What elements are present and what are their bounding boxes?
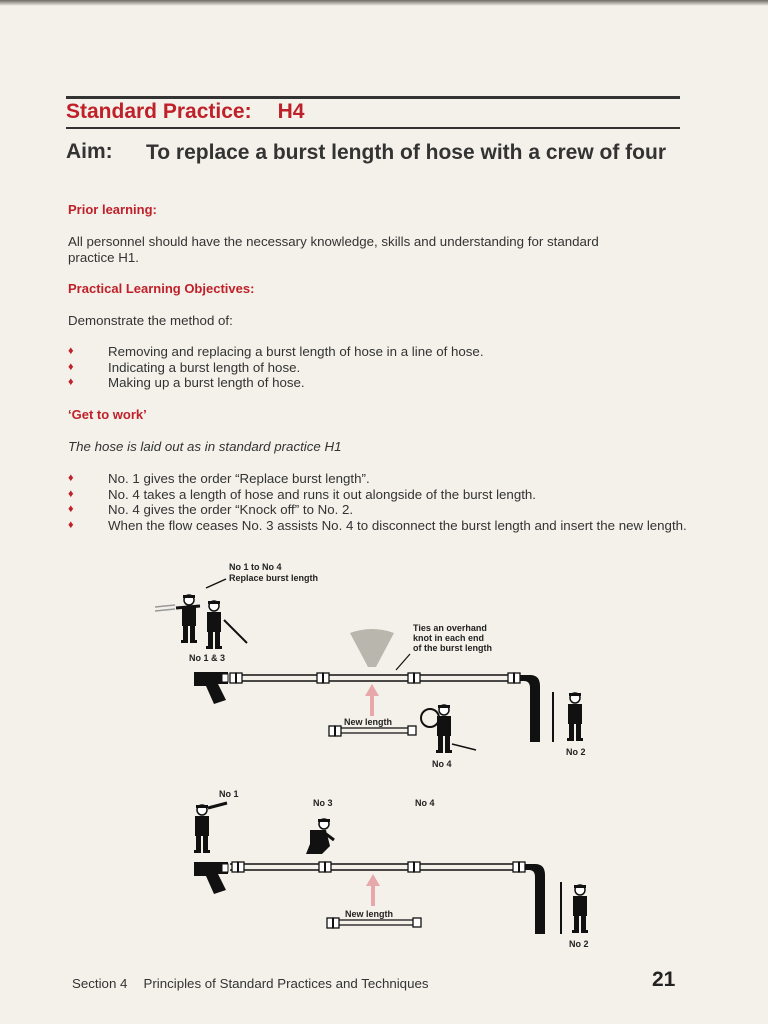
footer-section: Section 4 bbox=[72, 976, 128, 991]
hose-line-bottom bbox=[230, 862, 561, 934]
arrow-up-icon-bottom bbox=[366, 874, 380, 906]
diamond-bullet-icon: ♦ bbox=[68, 518, 74, 531]
crew-no1-figure-bottom bbox=[194, 803, 227, 853]
diamond-bullet-icon: ♦ bbox=[68, 487, 74, 500]
page-number: 21 bbox=[652, 968, 676, 991]
burst-spray-icon bbox=[350, 629, 394, 667]
no4-label-bottom: No 4 bbox=[415, 798, 435, 808]
spray-jet-lines bbox=[155, 605, 175, 611]
no2-label-bottom: No 2 bbox=[569, 939, 589, 949]
list-item: ♦ When the flow ceases No. 3 assists No. 4 to disconnect the burst length and insert the new length. bbox=[68, 517, 687, 533]
aim-label: Aim: bbox=[66, 140, 113, 163]
footer bbox=[72, 976, 429, 991]
diamond-bullet-icon: ♦ bbox=[68, 472, 74, 484]
new-length-hose-bottom bbox=[327, 918, 421, 928]
diamond-bullet-icon: ♦ bbox=[68, 376, 74, 388]
practice-label: Standard Practice: bbox=[66, 100, 252, 123]
new-length-label-bottom: New length bbox=[345, 909, 394, 919]
list-item: ♦ No. 4 gives the order “Knock off” to No. 2. bbox=[68, 502, 354, 517]
no13-label: No 1 & 3 bbox=[189, 653, 226, 663]
ties-label-line3: of the burst length bbox=[413, 643, 492, 653]
new-length-label-top: New length bbox=[344, 717, 393, 727]
no3-label-bottom: No 3 bbox=[313, 798, 333, 808]
diamond-bullet-icon: ♦ bbox=[68, 345, 74, 357]
list-item: ♦ No. 1 gives the order “Replace burst length”. bbox=[68, 471, 370, 486]
prior-learning-heading: Prior learning: bbox=[68, 202, 157, 217]
ties-label-line2: knot in each end bbox=[413, 633, 485, 643]
crew-no4-figure-top bbox=[421, 705, 476, 753]
get-to-work-intro: The hose is laid out as in standard practice H1 bbox=[68, 439, 342, 454]
arrow-up-icon bbox=[365, 684, 379, 716]
practice-code: H4 bbox=[277, 100, 305, 123]
objectives-intro: Demonstrate the method of: bbox=[68, 313, 233, 328]
hydrant-branch-icon-bottom bbox=[194, 862, 228, 894]
crew-no2-figure-bottom bbox=[572, 885, 588, 933]
prior-learning-text: All personnel should have the necessary knowledge, skills and understanding for standard practice H1. bbox=[68, 234, 599, 265]
order-pointer-line bbox=[206, 579, 226, 588]
ties-pointer-line bbox=[396, 654, 410, 670]
no1-label-bottom: No 1 bbox=[219, 789, 239, 799]
crew-no3-figure-bottom bbox=[306, 819, 334, 854]
list-item: ♦ No. 4 takes a length of hose and runs it out alongside of the burst length. bbox=[68, 486, 537, 502]
new-length-hose-top bbox=[329, 726, 416, 736]
get-to-work-heading: ‘Get to work’ bbox=[68, 407, 147, 422]
no4-label-top: No 4 bbox=[432, 759, 452, 769]
objectives-heading: Practical Learning Objectives: bbox=[68, 281, 255, 296]
no2-label-top: No 2 bbox=[566, 747, 586, 757]
order-label-line1: No 1 to No 4 bbox=[229, 562, 282, 572]
list-item: ♦ Indicating a burst length of hose. bbox=[68, 359, 301, 375]
diamond-bullet-icon: ♦ bbox=[68, 503, 74, 515]
diamond-bullet-icon: ♦ bbox=[68, 360, 74, 373]
list-item: ♦ Making up a burst length of hose. bbox=[68, 375, 305, 390]
list-item: ♦ Removing and replacing a burst length of hose in a line of hose. bbox=[68, 344, 484, 359]
order-label-line2: Replace burst length bbox=[229, 573, 319, 583]
hose-line-top bbox=[230, 673, 553, 742]
crew-no1-no3-figures bbox=[176, 595, 247, 649]
ties-label-line1: Ties an overhand bbox=[413, 623, 487, 633]
hydrant-branch-icon bbox=[194, 672, 228, 704]
crew-no2-figure-top bbox=[567, 693, 583, 741]
aim-text: To replace a burst length of hose with a crew of four bbox=[146, 141, 667, 164]
footer-title: Principles of Standard Practices and Techniques bbox=[143, 976, 429, 991]
